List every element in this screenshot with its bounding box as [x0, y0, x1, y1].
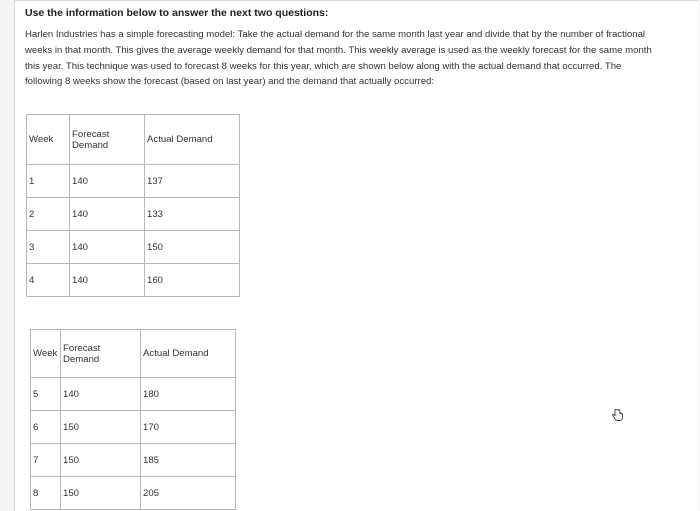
paragraph-line: for the same month this year. This technique was used to forecast 8 weeks for this year, which are shown below along with the actual demand that occurred. The following 8 weeks show the — [25, 44, 652, 88]
header-forecast-demand: Forecast Demand — [70, 115, 145, 165]
cell-forecast: 150 — [61, 477, 141, 510]
table-row — [27, 198, 240, 231]
cell-week: 4 — [27, 264, 70, 297]
cell-forecast: 140 — [61, 378, 141, 411]
table-row — [27, 165, 240, 198]
cell-forecast: 140 — [70, 165, 145, 198]
cell-week: 8 — [31, 477, 61, 510]
table-row — [31, 444, 236, 477]
cell-forecast: 140 — [70, 231, 145, 264]
header-week: Week — [31, 330, 61, 378]
pointer-hand-icon — [610, 408, 624, 422]
header-actual-demand: Actual Demand — [141, 330, 236, 378]
cell-actual: 180 — [141, 378, 236, 411]
cell-actual: 160 — [145, 264, 240, 297]
problem-description — [25, 27, 657, 90]
instructions-heading: Use the information below to answer the next two questions: — [25, 7, 329, 19]
document-page — [14, 0, 699, 511]
forecast-table-weeks-1-4 — [26, 114, 240, 297]
cell-forecast: 140 — [70, 264, 145, 297]
table-row — [31, 411, 236, 444]
header-forecast-demand: Forecast Demand — [61, 330, 141, 378]
cell-forecast: 140 — [70, 198, 145, 231]
cell-forecast: 150 — [61, 411, 141, 444]
paragraph-line: forecast (based on last year) and the demand that actually occurred: — [143, 76, 435, 88]
table-row — [27, 231, 240, 264]
table-row — [27, 264, 240, 297]
table-header-row — [27, 115, 240, 165]
cell-actual: 205 — [141, 477, 236, 510]
forecast-table-weeks-5-8 — [30, 329, 236, 510]
cell-week: 3 — [27, 231, 70, 264]
cell-week: 2 — [27, 198, 70, 231]
header-actual-demand: Actual Demand — [145, 115, 240, 165]
cell-actual: 133 — [145, 198, 240, 231]
cell-week: 6 — [31, 411, 61, 444]
cell-actual: 185 — [141, 444, 236, 477]
cell-week: 1 — [27, 165, 70, 198]
cell-week: 5 — [31, 378, 61, 411]
table-row — [31, 477, 236, 510]
cell-actual: 150 — [145, 231, 240, 264]
table-header-row — [31, 330, 236, 378]
table-row — [31, 378, 236, 411]
paragraph-line: fractional weeks in that month. This gives the average weekly demand for that month. This weekly average is used as the weekly forecast — [25, 29, 646, 56]
cell-actual: 170 — [141, 411, 236, 444]
header-week: Week — [27, 115, 70, 165]
paragraph-line: Harlen Industries has a simple forecasting model: Take the actual demand for the same month last year and divide that by the number of — [25, 29, 604, 40]
cell-actual: 137 — [145, 165, 240, 198]
cell-week: 7 — [31, 444, 61, 477]
cell-forecast: 150 — [61, 444, 141, 477]
